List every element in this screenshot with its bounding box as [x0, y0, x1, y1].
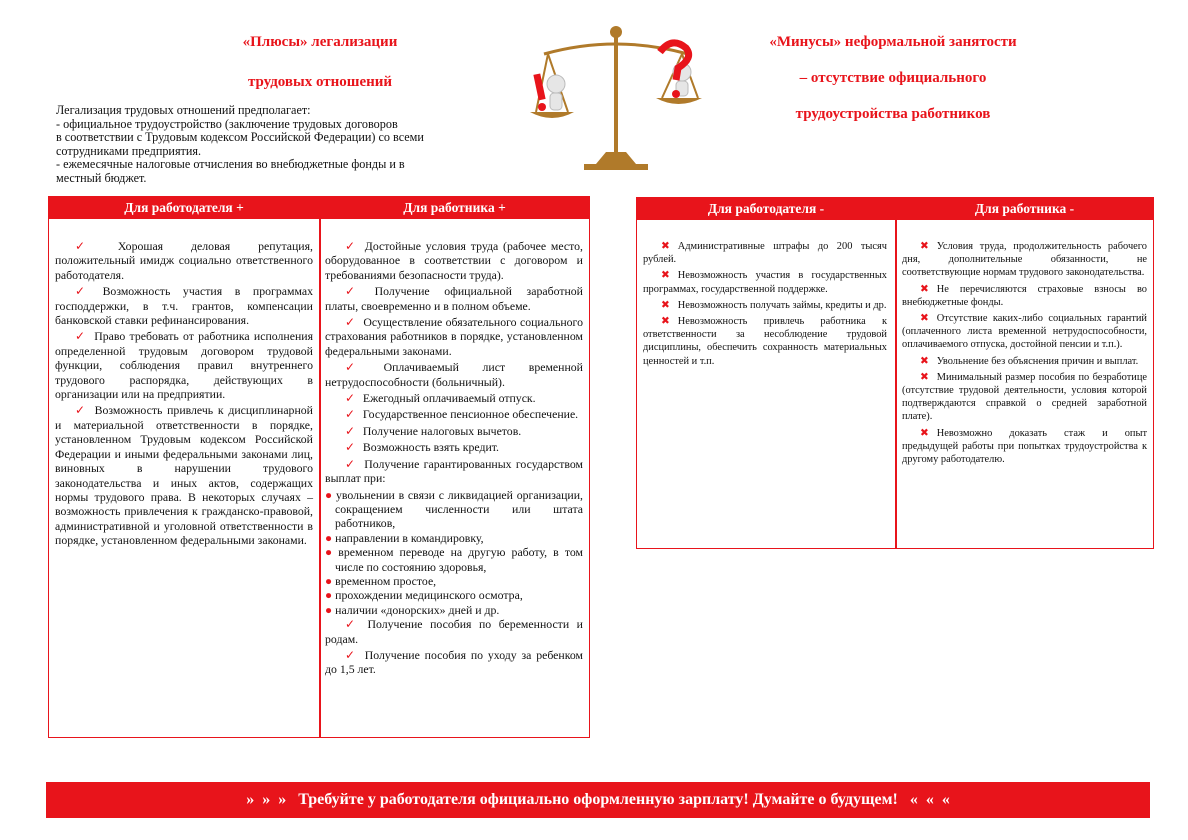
cross-icon: ✖ — [920, 371, 929, 383]
cross-icon: ✖ — [661, 299, 670, 311]
cross-icon: ✖ — [920, 427, 929, 439]
cross-icon: ✖ — [920, 355, 929, 367]
list-item: ✓ Достойные условия труда (рабочее место, оборудованное в соответствии с договором и требованиями безопасности труда). — [325, 239, 584, 282]
list-item: ✓ Получение гарантированных государством выплат при: — [325, 456, 584, 486]
scales-icon — [526, 14, 706, 174]
cross-icon: ✖ — [661, 316, 670, 328]
minus-worker-header: Для работника - — [896, 198, 1153, 220]
column-divider — [319, 197, 321, 737]
list-item: ✖ Не перечисляются страховые взносы во внебюджетные фонды. — [902, 283, 1147, 308]
check-icon: ✓ — [345, 440, 355, 455]
check-icon: ✓ — [345, 647, 357, 662]
plus-employer-list — [55, 239, 313, 550]
cross-icon: ✖ — [661, 241, 670, 252]
plus-title-line1: «Плюсы» легализации — [242, 34, 398, 50]
list-item: ✖ Невозможно доказать стаж и опыт предыдущей работы при попытках трудоустройства к другому работодателю. — [902, 427, 1147, 466]
list-item: ✓ Осуществление обязательного социального страхования работников в порядке, установленном федеральными законами. — [325, 315, 584, 358]
check-icon: ✓ — [345, 391, 355, 406]
cross-icon: ✖ — [920, 241, 929, 252]
bullet-icon: ● — [325, 573, 333, 588]
plus-employer-header: Для работодателя + — [49, 197, 319, 219]
intro-line: - ежемесячные налоговые отчисления во внебюджетные фонды и в — [56, 157, 405, 172]
bullet-item: ● наличии «донорских» дней и др. — [325, 602, 500, 617]
intro-line: Легализация трудовых отношений предполагает: — [56, 103, 311, 117]
minus-title-line2: – отсутствие официального — [799, 70, 987, 86]
minus-employer-header: Для работодателя - — [637, 198, 895, 220]
banner-text: » » » Требуйте у работодателя официально оформленную зарплату! Думайте о будущем! « « « — [246, 791, 950, 808]
minus-table — [636, 197, 1154, 549]
bullet-item: ● увольнении в связи с ликвидацией организации, сокращением численности или штата работников, — [325, 487, 583, 531]
check-icon: ✓ — [345, 456, 357, 471]
list-item: ✖ Невозможность участия в государственных программах, государственной поддержке. — [643, 270, 887, 295]
intro-text — [56, 104, 476, 186]
list-item: ✓ Ежегодный оплачиваемый отпуск. — [345, 391, 536, 406]
intro-line: в соответствии с Трудовым кодексом Российской Федерации) со всеми — [56, 130, 424, 145]
column-divider — [895, 198, 897, 548]
bullet-icon: ● — [325, 602, 333, 617]
list-item: ✓ Право требовать от работника исполнения определенной трудовым договором трудовой функции, соблюдения правил внутреннего трудового распорядка, действующих в организации или на предприятии. — [55, 329, 314, 402]
list-item: ✖ Отсутствие каких-либо социальных гарантий (оплаченного листа временной нетрудоспособности, оплачиваемого отпуска, достойной пенсии и т.п.). — [902, 313, 1147, 351]
cross-icon: ✖ — [920, 313, 929, 325]
check-icon: ✓ — [75, 284, 95, 299]
bullet-item: ● направлении в командировку, — [325, 530, 484, 545]
minus-title — [718, 34, 1068, 142]
plus-worker-list — [325, 239, 583, 679]
list-item: ✓ Оплачиваемый лист временной нетрудоспособности (больничный). — [325, 360, 583, 389]
bullet-item: ● временном простое, — [325, 573, 437, 588]
intro-line: - официальное трудоустройство (заключение трудовых договоров — [56, 116, 398, 131]
list-item: ✓ Получение пособия по уходу за ребенком до 1,5 лет. — [325, 647, 583, 677]
list-item: ✓ Получение налоговых вычетов. — [345, 423, 522, 438]
intro-line: сотрудниками предприятия. — [56, 143, 202, 158]
check-icon: ✓ — [345, 315, 356, 330]
list-item: ✓ Возможность взять кредит. — [345, 440, 499, 455]
plus-worker-header: Для работника + — [320, 197, 589, 219]
check-icon: ✓ — [345, 360, 376, 375]
check-icon: ✓ — [345, 239, 357, 253]
list-item: ✖ Минимальный размер пособия по безработице (отсутствие трудовой деятельности, условия которой подтверждаются справкой о средней заработной плате). — [902, 371, 1147, 423]
cross-icon: ✖ — [920, 283, 929, 295]
check-icon: ✓ — [345, 423, 355, 438]
minus-title-line3: трудоустройства работников — [795, 106, 991, 122]
list-item: ✓ Получение официальной заработной платы, своевременно и в полном объеме. — [325, 284, 583, 313]
bullet-icon: ● — [325, 588, 333, 603]
list-item: ✓ Государственное пенсионное обеспечение. — [345, 407, 579, 422]
bullet-item: ● прохождении медицинского осмотра, — [325, 588, 523, 603]
bullet-icon: ● — [325, 545, 336, 560]
check-icon: ✓ — [75, 403, 87, 418]
intro-line: местный бюджет. — [56, 170, 147, 185]
list-item: ✓ Получение пособия по беременности и родам. — [325, 617, 583, 646]
check-icon: ✓ — [75, 329, 87, 344]
check-icon: ✓ — [345, 284, 367, 299]
list-item: ✓ Возможность участия в программах господдержки, в т.ч. грантов, компенсации банковской ставки рефинансирования. — [55, 284, 313, 328]
plus-title-line2: трудовых отношений — [247, 74, 393, 90]
list-item: ✖ Невозможность привлечь работника к ответственности за несоблюдение трудовой дисциплины, обеспечить сохранность материальных ценностей и т.п. — [643, 316, 887, 367]
plus-title — [140, 34, 500, 114]
plus-table — [48, 196, 590, 738]
list-item: ✖ Увольнение без объяснения причин и выплат. — [920, 355, 1139, 367]
check-icon: ✓ — [345, 407, 355, 422]
list-item: ✖ Административные штрафы до 200 тысяч рублей. — [643, 241, 887, 266]
call-to-action-banner — [46, 782, 1150, 818]
bullet-icon: ● — [325, 487, 333, 502]
list-item: ✖ Невозможность получать займы, кредиты и др. — [661, 299, 887, 311]
check-icon: ✓ — [75, 239, 110, 253]
cross-icon: ✖ — [661, 270, 670, 282]
list-item: ✖ Условия труда, продолжительность рабочего дня, дополнительные обязанности, не соответствующие нормам трудового законодательства. — [902, 241, 1147, 279]
minus-employer-list — [643, 240, 887, 371]
bullet-icon: ● — [325, 530, 333, 545]
list-item: ✓ Возможность привлечь к дисциплинарной и материальной ответственности в порядке, установленном Трудовым кодексом Российской Федерации и иными федеральными законами лиц, виновных в нарушении трудового законодательства и иных актов, содержащих нормы трудового права. В некоторых случаях – возможность привлечения к гражданско-правовой, административной и уголовной ответственности в порядке, установленном федеральными законами. — [55, 403, 313, 548]
list-item: ✓ Хорошая деловая репутация, положительный имидж социально ответственного работодателя. — [55, 239, 313, 282]
minus-worker-list — [902, 240, 1147, 469]
check-icon: ✓ — [345, 617, 360, 632]
minus-title-line1: «Минусы» неформальной занятости — [769, 34, 1017, 50]
bullet-item: ● временном переводе на другую работу, в том числе по состоянию здоровья, — [325, 545, 583, 574]
